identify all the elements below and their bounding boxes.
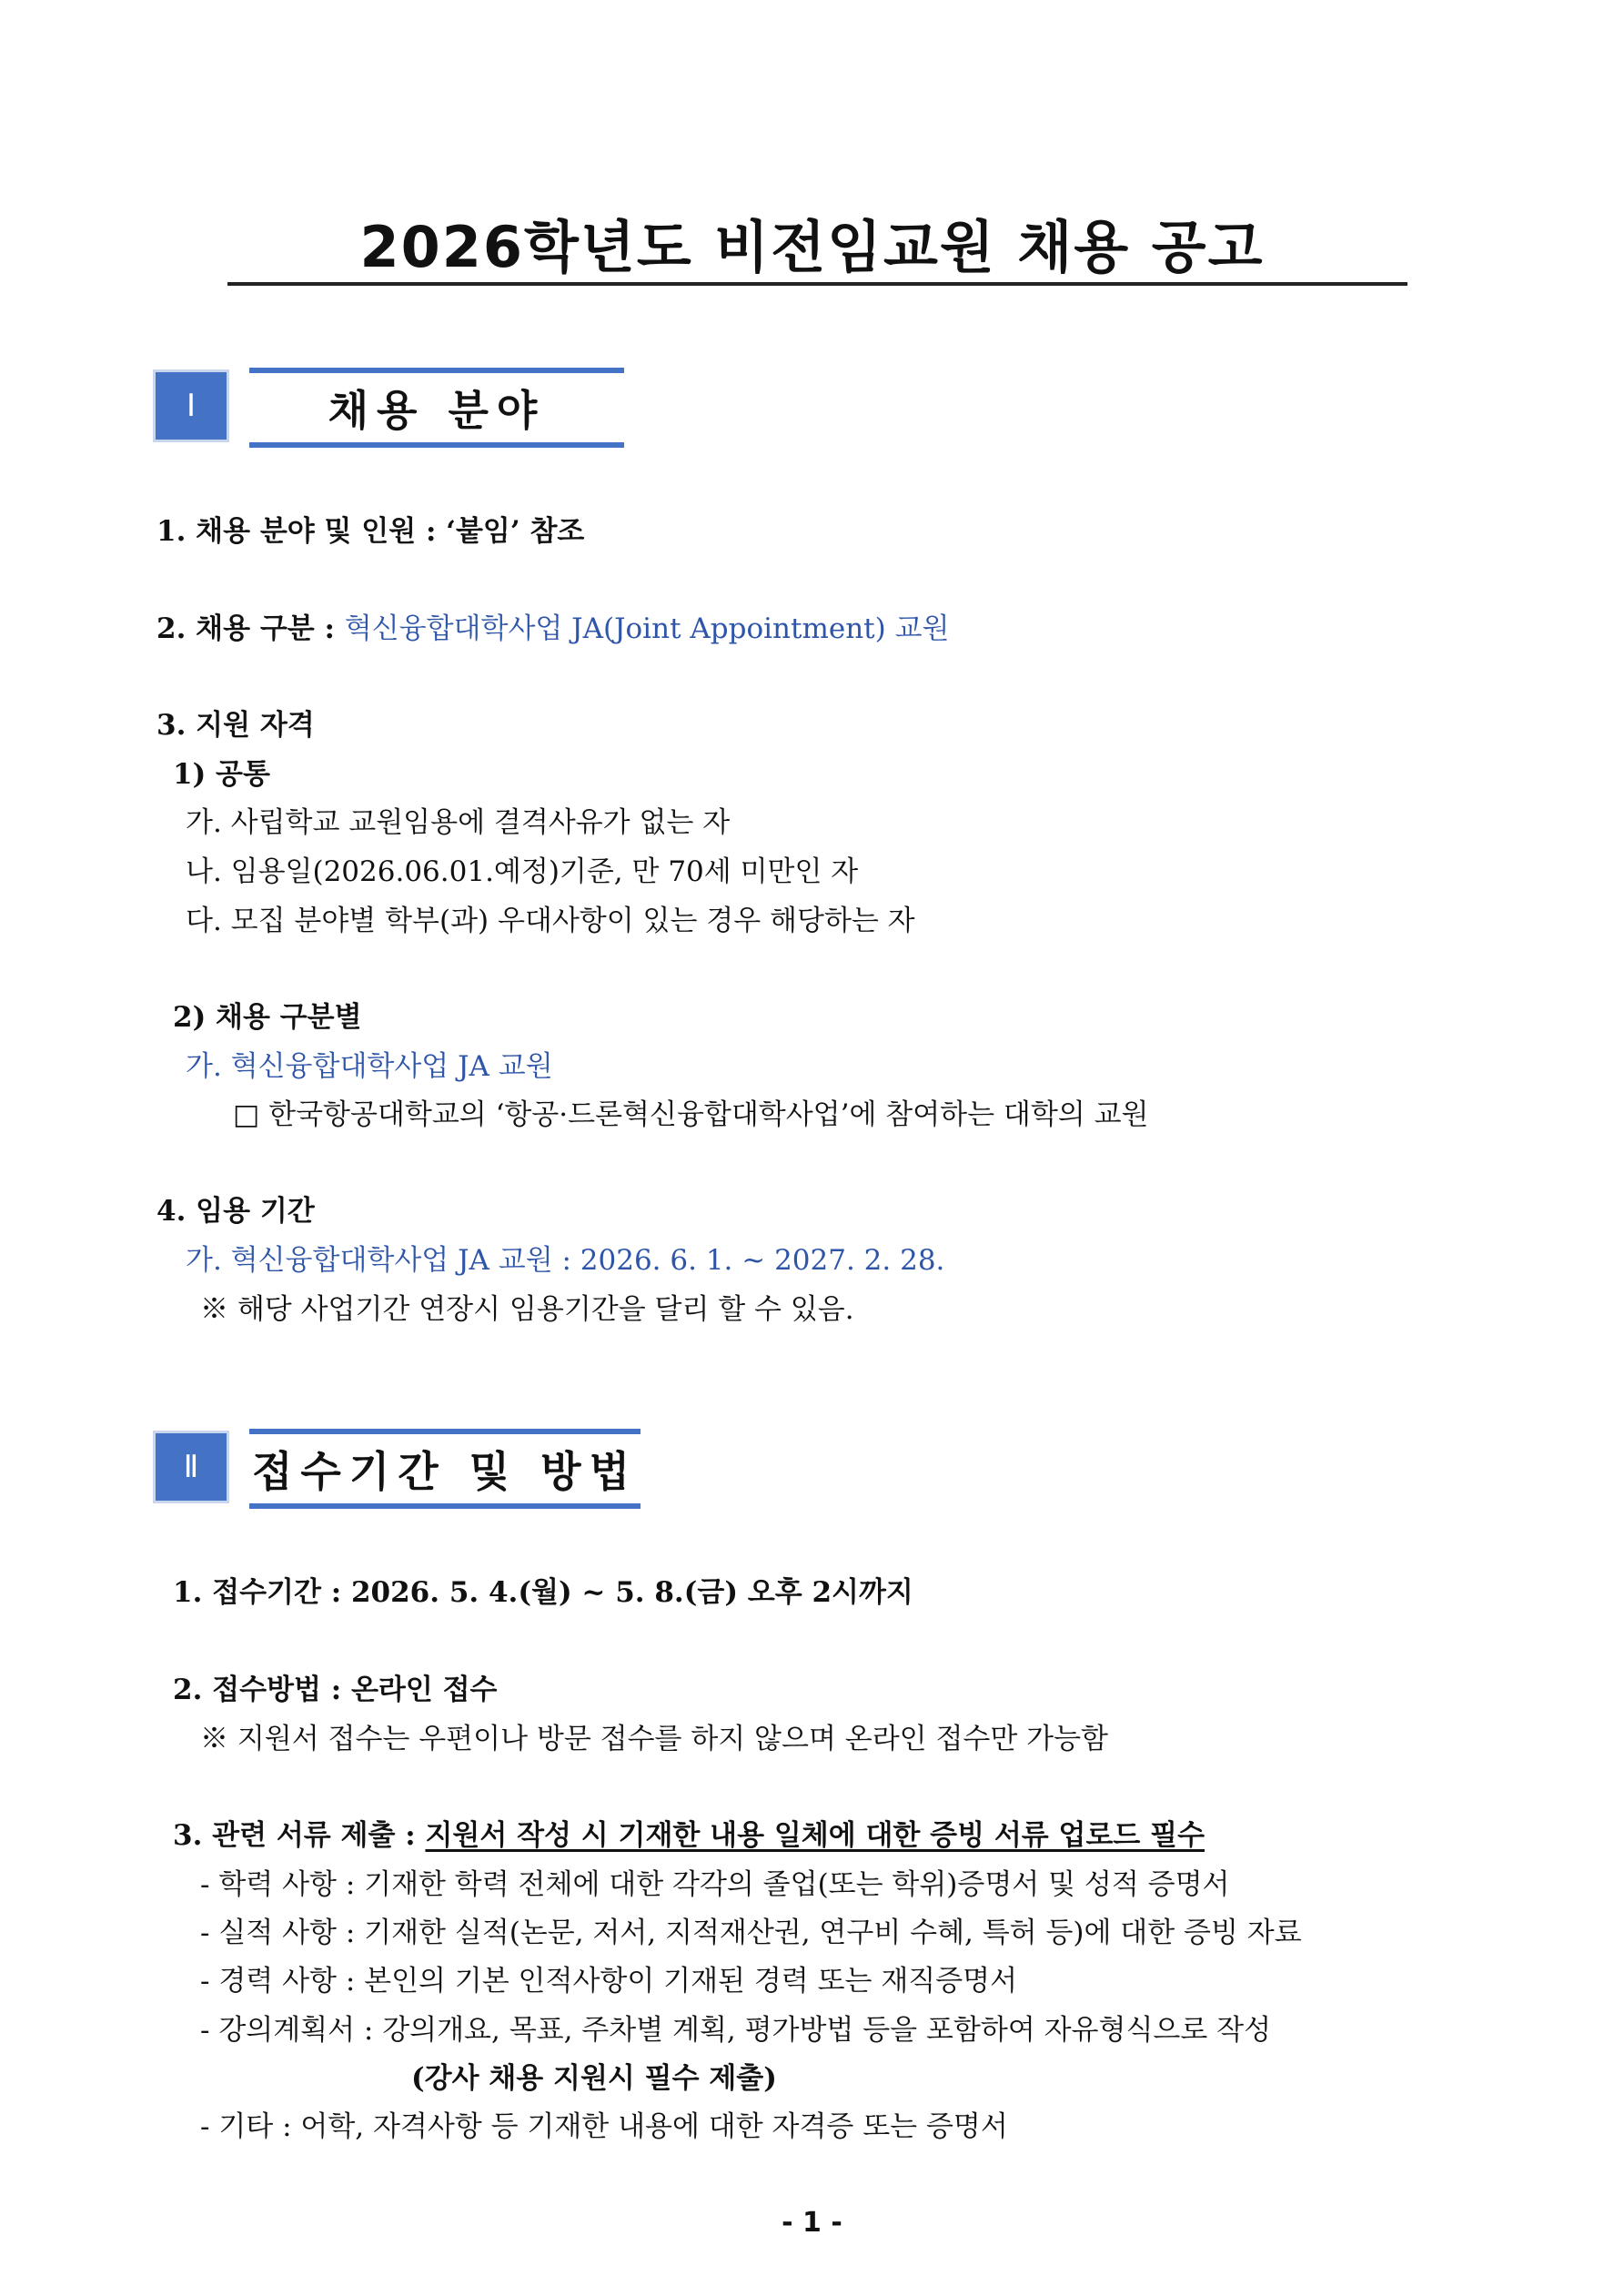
s2-item-3-label: 3. 관련 서류 제출 : — [173, 1819, 426, 1852]
s2-item-1: 1. 접수기간 : 2026. 5. 4.(월) ~ 5. 8.(금) 오후 2시까지 — [173, 1576, 913, 1609]
s2-doc-education: - 학력 사항 : 기재한 학력 전체에 대한 각각의 졸업(또는 학위)증명서 및 성적 증명서 — [200, 1868, 1230, 1901]
s1-item-4-a: 가. 혁신융합대학사업 JA 교원 : 2026. 6. 1. ~ 2027. 2. 28. — [186, 1244, 945, 1277]
page-title: 2026학년도 비전임교원 채용 공고 — [359, 214, 1265, 280]
s1-item-4: 4. 임용 기간 — [156, 1195, 315, 1228]
section-1-heading: 채용 분야 — [249, 368, 624, 448]
section-2-heading: 접수기간 및 방법 — [249, 1429, 641, 1509]
s1-item-3-common-c: 다. 모집 분야별 학부(과) 우대사항이 있는 경우 해당하는 자 — [186, 905, 915, 937]
s2-item-2: 2. 접수방법 : 온라인 접수 — [173, 1674, 498, 1706]
s1-item-2 — [156, 605, 949, 646]
s2-item-2-note: ※ 지원서 접수는 우편이나 방문 접수를 하지 않으며 온라인 접수만 가능함 — [200, 1723, 1108, 1755]
s1-item-2-label: 2. 채용 구분 : — [156, 612, 345, 645]
s1-item-3-common-a: 가. 사립학교 교원임용에 결격사유가 없는 자 — [186, 806, 731, 839]
s1-item-2-value: 혁신융합대학사업 JA(Joint Appointment) 교원 — [344, 612, 950, 645]
s2-doc-other: - 기타 : 어학, 자격사항 등 기재한 내용에 대한 자격증 또는 증명서 — [200, 2110, 1008, 2143]
s1-item-3-common: 1) 공통 — [173, 758, 270, 791]
s2-item-3-emphasis: 지원서 작성 시 기재한 내용 일체에 대한 증빙 서류 업로드 필수 — [425, 1819, 1205, 1852]
s1-item-3-common-b: 나. 임용일(2026.06.01.예정)기준, 만 70세 미만인 자 — [186, 855, 859, 888]
s1-item-1: 1. 채용 분야 및 인원 : ‘붙임’ 참조 — [156, 515, 585, 548]
s2-doc-syllabus: - 강의계획서 : 강의개요, 목표, 주차별 계획, 평가방법 등을 포함하여 자유형식으로 작성 — [200, 2014, 1272, 2047]
s1-item-3-by-type: 2) 채용 구분별 — [173, 1001, 362, 1034]
s1-item-3-by-type-a-detail: □ 한국항공대학교의 ‘항공·드론혁신융합대학사업’에 참여하는 대학의 교원 — [233, 1098, 1149, 1131]
s2-doc-syllabus-note: (강사 채용 지원시 필수 제출) — [411, 2062, 777, 2095]
s2-doc-career: - 경력 사항 : 본인의 기본 인적사항이 기재된 경력 또는 재직증명서 — [200, 1965, 1018, 1998]
title-underline — [227, 282, 1407, 286]
s2-item-3 — [173, 1812, 1205, 1853]
s1-item-3: 3. 지원 자격 — [156, 709, 315, 742]
section-2-number: Ⅱ — [153, 1431, 229, 1503]
s1-item-3-by-type-a: 가. 혁신융합대학사업 JA 교원 — [186, 1050, 553, 1083]
section-1-number: Ⅰ — [153, 369, 229, 442]
page-number: - 1 - — [782, 2207, 842, 2239]
s2-doc-achievements: - 실적 사항 : 기재한 실적(논문, 저서, 지적재산권, 연구비 수혜, 특허 등)에 대한 증빙 자료 — [200, 1917, 1302, 1949]
s1-item-4-note: ※ 해당 사업기간 연장시 임용기간을 달리 할 수 있음. — [200, 1293, 854, 1326]
